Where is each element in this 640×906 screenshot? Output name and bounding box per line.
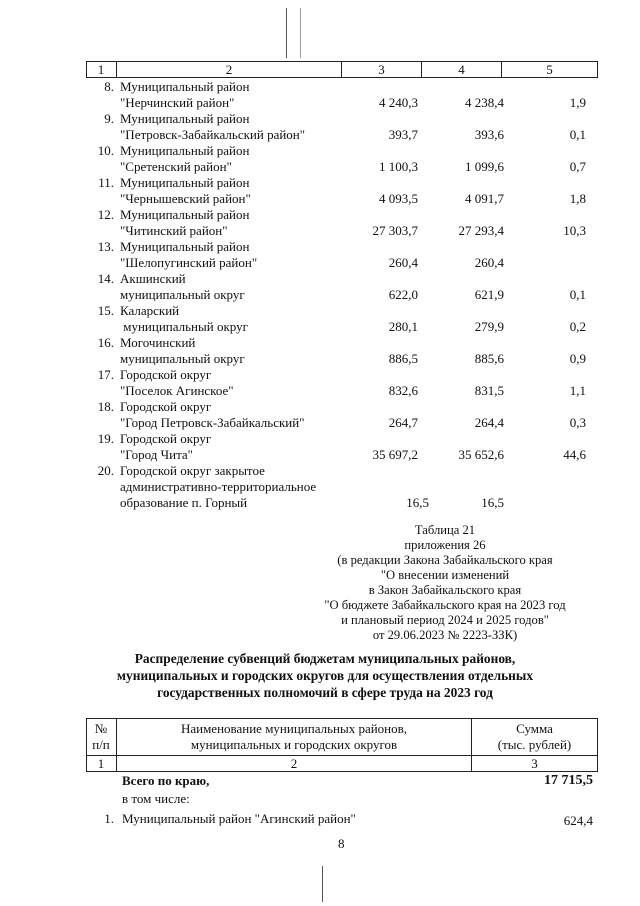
col-3-number: 3 <box>531 756 538 771</box>
row-col3-value: 264,7 <box>388 415 418 430</box>
row-label-line-1: Акшинский <box>120 271 186 286</box>
row-number: 15. <box>97 303 114 318</box>
row-number: 17. <box>97 367 114 382</box>
row-col3-value: 393,7 <box>388 127 418 142</box>
row-col5-value: 0,1 <box>569 127 586 142</box>
row-label-line-1: Муниципальный район <box>120 111 250 126</box>
caption-line: в Закон Забайкальского края <box>368 583 522 597</box>
caption-line: от 29.06.2023 № 2223-ЗЗК) <box>372 628 518 642</box>
row-col5-value: 1,1 <box>569 383 586 398</box>
row-col4-value: 27 293,4 <box>458 223 504 238</box>
row-col4-value: 4 238,4 <box>465 95 504 110</box>
including-label: в том числе: <box>122 791 190 806</box>
col-2-number: 2 <box>290 756 298 771</box>
row-col4-value: 35 652,6 <box>458 447 504 462</box>
title-line: государственных полномочий в сфере труда на 2023 год <box>157 685 493 700</box>
row-label: Муниципальный район "Агинский район" <box>122 811 356 826</box>
row-col4-value: 260,4 <box>474 255 504 270</box>
row-number: 13. <box>97 239 114 254</box>
row-col4-value: 264,4 <box>474 415 504 430</box>
row-number: 1. <box>104 811 114 826</box>
row-label-line-2: административно-территориальное <box>120 479 317 494</box>
row-number: 11. <box>98 175 114 190</box>
col-sum-header-line-2: (тыс. рублей) <box>497 737 572 752</box>
row-number: 19. <box>97 431 114 446</box>
top-col-4-number: 4 <box>458 62 465 77</box>
top-col-1-number: 1 <box>97 62 105 77</box>
col-1-number: 1 <box>97 756 105 771</box>
caption-line: и плановый период 2024 и 2025 годов" <box>341 613 549 627</box>
caption-line: "О внесении изменений <box>380 568 510 582</box>
row-col3-value: 35 697,2 <box>372 447 418 462</box>
caption-line: "О бюджете Забайкальского края на 2023 год <box>324 598 566 612</box>
col-number-header-line-1: № <box>94 721 108 736</box>
row-col3-value: 260,4 <box>388 255 418 270</box>
row-col4-value: 831,5 <box>474 383 504 398</box>
row-label-line-2: "Город Петровск-Забайкальский" <box>120 415 305 430</box>
row-col3-value: 27 303,7 <box>372 223 418 238</box>
row-label-line-2: "Чернышевский район" <box>120 191 251 206</box>
row-col3-value: 886,5 <box>388 351 418 366</box>
row-col5-value: 0,2 <box>569 319 586 334</box>
row-col3-value: 622,0 <box>388 287 418 302</box>
scan-mark-3 <box>322 866 323 902</box>
row-col3-value: 4 240,3 <box>379 95 418 110</box>
row-label-line-1: Муниципальный район <box>120 175 250 190</box>
row-number: 14. <box>97 271 114 286</box>
row-number: 18. <box>97 399 114 414</box>
row-number: 9. <box>104 111 114 126</box>
row-col3-value: 4 093,5 <box>379 191 418 206</box>
row-label-line-1: Каларский <box>120 303 180 318</box>
row-label-line-1: Городской округ закрытое <box>120 463 265 478</box>
top-col-5-number: 5 <box>546 62 553 77</box>
total-label: Всего по краю, <box>122 773 210 788</box>
row-label-line-1: Муниципальный район <box>120 239 250 254</box>
col-sum-header-line-1: Сумма <box>516 721 553 736</box>
row-label-line-2: "Нерчинский район" <box>120 95 235 110</box>
caption-line: (в редакции Закона Забайкальского края <box>337 553 553 567</box>
row-label-line-1: Могочинский <box>120 335 196 350</box>
row-label-line-1: Городской округ <box>120 431 212 446</box>
title-line: Распределение субвенций бюджетам муниципальных районов, <box>134 651 516 666</box>
row-number: 8. <box>104 79 114 94</box>
row-col3-value: 1 100,3 <box>379 159 418 174</box>
row-label-line-1: Муниципальный район <box>120 79 250 94</box>
row-col4-value: 4 091,7 <box>465 191 504 206</box>
caption-line: Таблица 21 <box>414 523 476 537</box>
row-label-line-2: "Сретенский район" <box>120 159 232 174</box>
row-col3-value: 280,1 <box>388 319 418 334</box>
col-number-header-line-2: п/п <box>92 737 110 752</box>
row-label-line-2: "Город Чита" <box>120 447 193 462</box>
row-col5-value: 0,7 <box>569 159 586 174</box>
row-value: 624,4 <box>563 813 593 828</box>
row-col5-value: 0,1 <box>569 287 586 302</box>
row-col4-value: 1 099,6 <box>465 159 504 174</box>
title-line: муниципальных и городских округов для осуществления отдельных <box>116 668 534 683</box>
row-label-line-2: муниципальный округ <box>120 287 245 302</box>
top-col-3-number: 3 <box>378 62 385 77</box>
col-name-header-line-1: Наименование муниципальных районов, <box>180 721 408 736</box>
row-col5-value: 44,6 <box>563 447 586 462</box>
col-name-header-line-2: муниципальных и городских округов <box>190 737 398 752</box>
row-col5-value: 1,8 <box>569 191 586 206</box>
caption-line: приложения 26 <box>404 538 486 552</box>
page-number: 8 <box>338 836 345 851</box>
row-col4-value: 279,9 <box>474 319 504 334</box>
scan-mark-2 <box>300 8 301 58</box>
row-label-line-1: Муниципальный район <box>120 143 250 158</box>
row-number: 10. <box>97 143 114 158</box>
row-col3-value: 832,6 <box>388 383 418 398</box>
row-label-line-2: "Шелопугинский район" <box>120 255 258 270</box>
row-label-line-2: "Поселок Агинское" <box>120 383 234 398</box>
row-col4-value: 621,9 <box>474 287 504 302</box>
row-number: 20. <box>97 463 114 478</box>
row-number: 12. <box>97 207 114 222</box>
row-label-line-3: образование п. Горный <box>120 495 248 510</box>
row-col4-value: 393,6 <box>474 127 504 142</box>
row-col3-value: 16,5 <box>406 495 429 510</box>
row-label-line-1: Городской округ <box>120 399 212 414</box>
row-col5-value: 0,3 <box>569 415 586 430</box>
row-col4-value: 16,5 <box>481 495 504 510</box>
row-label-line-2: муниципальный округ <box>120 319 248 334</box>
row-label-line-2: "Читинский район" <box>120 223 228 238</box>
row-label-line-2: муниципальный округ <box>120 351 245 366</box>
top-col-2-number: 2 <box>225 62 233 77</box>
row-col5-value: 10,3 <box>563 223 586 238</box>
row-col4-value: 885,6 <box>474 351 504 366</box>
total-value: 17 715,5 <box>544 773 593 788</box>
row-label-line-1: Городской округ <box>120 367 212 382</box>
row-label-line-2: "Петровск-Забайкальский район" <box>120 127 306 142</box>
row-col5-value: 1,9 <box>569 95 586 110</box>
row-col5-value: 0,9 <box>569 351 586 366</box>
scan-mark-1 <box>286 8 287 58</box>
row-number: 16. <box>97 335 114 350</box>
row-label-line-1: Муниципальный район <box>120 207 250 222</box>
